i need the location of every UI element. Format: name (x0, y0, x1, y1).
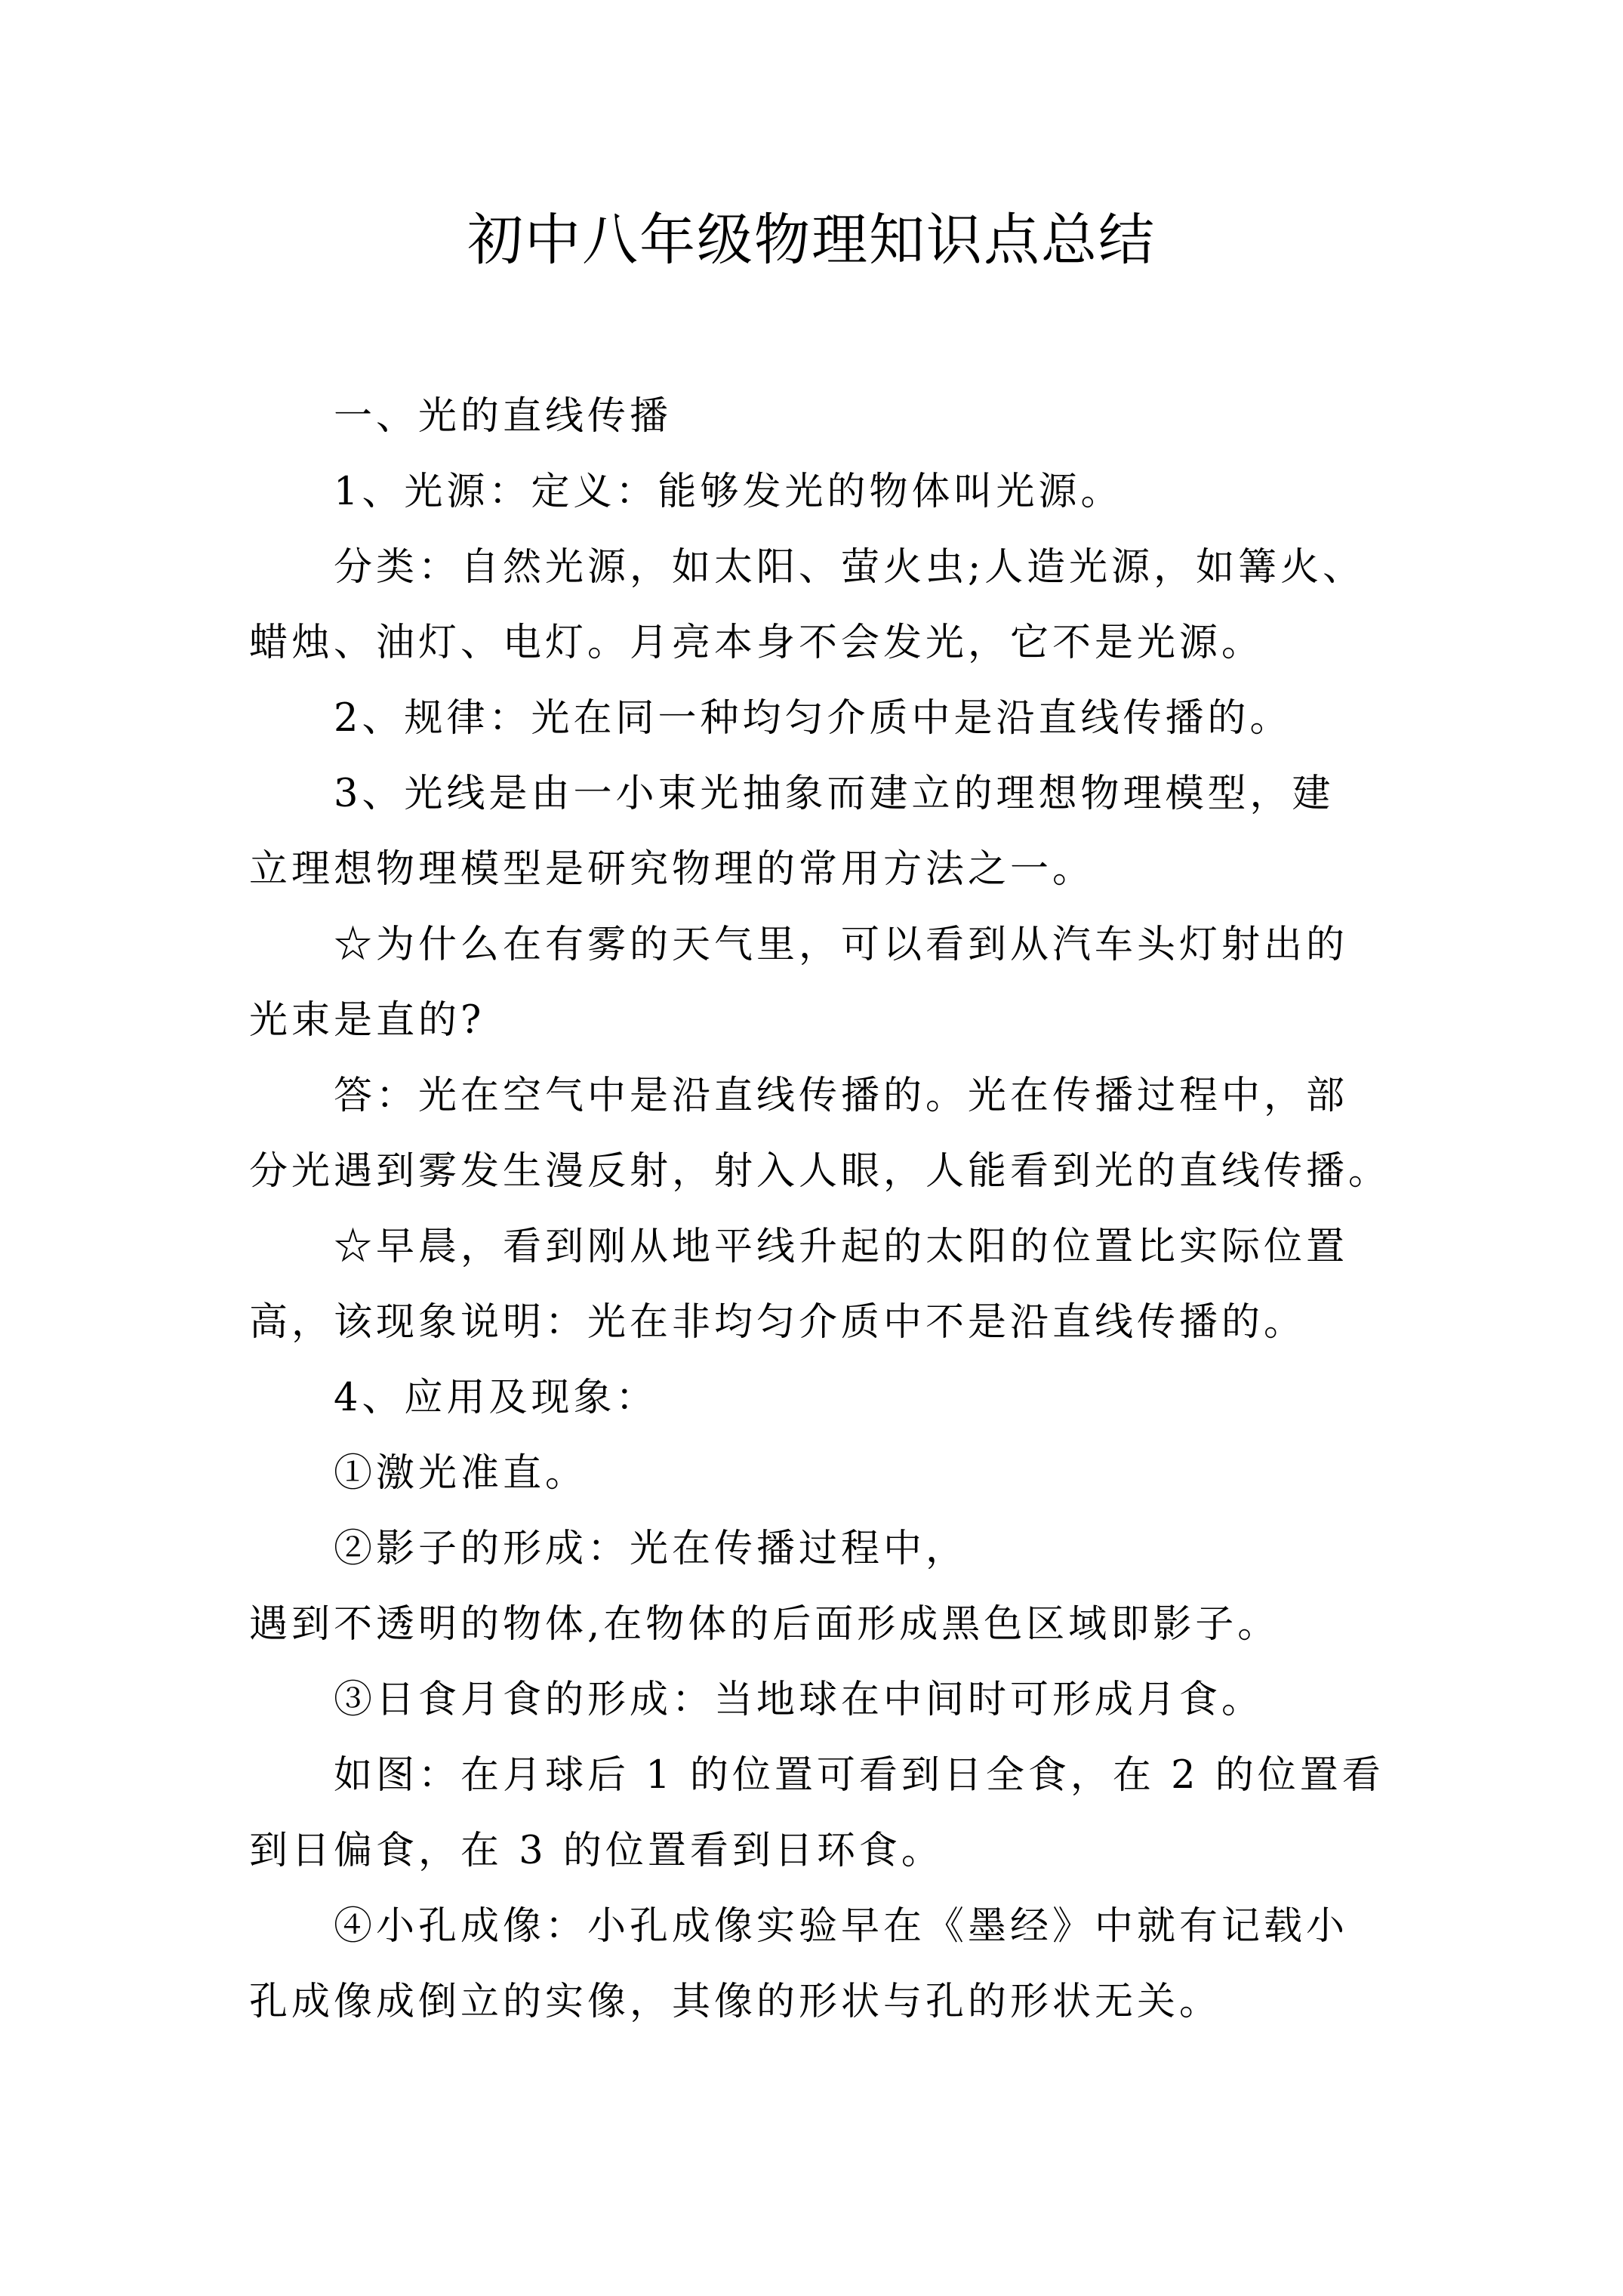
answer-line: 答：光在空气中是沿直线传播的。光在传播过程中，部 (334, 1074, 1349, 1118)
paragraph-line: 2、规律：光在同一种均匀介质中是沿直线传播的。 (334, 696, 1292, 741)
paragraph-line: 1、光源：定义：能够发光的物体叫光源。 (334, 470, 1123, 514)
paragraph-line: 如图：在月球后 1 的位置可看到日全食，在 2 的位置看 (334, 1753, 1384, 1798)
paragraph-line: 3、光线是由一小束光抽象而建立的理想物理模型，建 (334, 772, 1335, 816)
paragraph-line: 立理想物理模型是研究物理的常用方法之一。 (249, 847, 1095, 892)
paragraph-line: 分类：自然光源，如太阳、萤火虫;人造光源，如篝火、 (334, 545, 1366, 590)
question-line: ☆早晨，看到刚从地平线升起的太阳的位置比实际位置 (334, 1225, 1349, 1269)
question-line: 光束是直的? (249, 998, 485, 1043)
paragraph-line: 孔成像成倒立的实像，其像的形状与孔的形状无关。 (249, 1980, 1222, 2024)
section-heading: 一、光的直线传播 (334, 394, 673, 439)
answer-line: 分光遇到雾发生漫反射，射入人眼，人能看到光的直线传播。 (249, 1149, 1391, 1194)
question-line: ☆为什么在有雾的天气里，可以看到从汽车头灯射出的 (334, 923, 1349, 967)
list-item: ②影子的形成：光在传播过程中， (334, 1527, 969, 1571)
question-line: 高，该现象说明：光在非均匀介质中不是沿直线传播的。 (249, 1300, 1307, 1345)
list-item: ④小孔成像：小孔成像实验早在《墨经》中就有记载小 (334, 1904, 1349, 1949)
paragraph-line: 蜡烛、油灯、电灯。月亮本身不会发光，它不是光源。 (249, 621, 1264, 665)
paragraph-line: 4、应用及现象： (334, 1376, 658, 1420)
list-item: ①激光准直。 (334, 1451, 588, 1496)
list-item: ③日食月食的形成：当地球在中间时可形成月食。 (334, 1678, 1264, 1722)
paragraph-line: 到日偏食，在 3 的位置看到日环食。 (249, 1829, 944, 1873)
document-body (249, 379, 1404, 2040)
document-title: 初中八年级物理知识点总结 (467, 208, 1156, 273)
paragraph-line: 遇到不透明的物体,在物体的后面形成黑色区域即影子。 (249, 1602, 1280, 1647)
